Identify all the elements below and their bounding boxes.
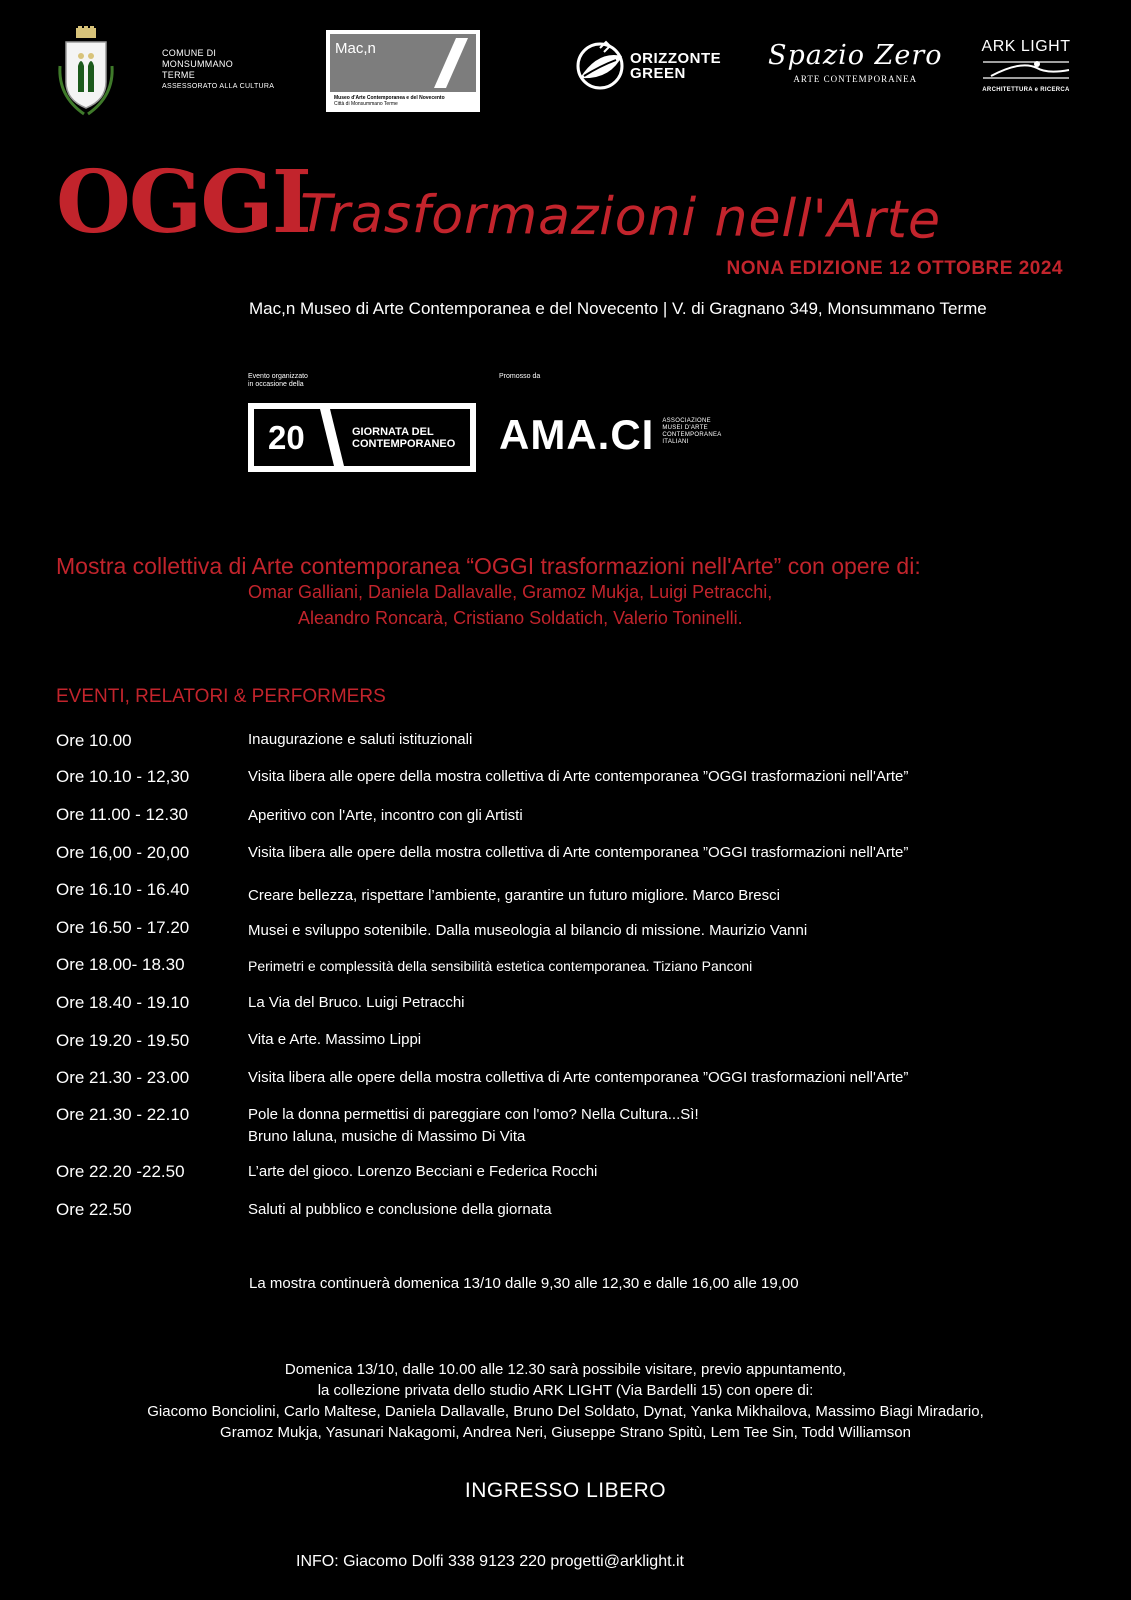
events-header: EVENTI, RELATORI & PERFORMERS [56,686,386,707]
event-time: Ore 18.40 - 19.10 [56,993,190,1012]
macn-logo [326,30,480,112]
amaci-sub-line: CONTEMPORANEA [662,432,722,438]
event-description: Visita libera alle opere della mostra collettiva di Arte contemporanea ”OGGI trasformazioni nell'Arte” [248,1069,909,1086]
event-time: Ore 18.00- 18.30 [56,955,185,974]
mostra-artists-line: Omar Galliani, Daniela Dallavalle, Gramoz Mukja, Luigi Petracchi, [248,582,773,602]
amaci-logo [499,411,722,458]
orizzonte-line: ORIZZONTE [630,50,722,67]
event-description: Aperitivo con l'Arte, incontro con gli Artisti [248,807,523,824]
ark-light-mark-icon [981,56,1071,80]
event-time: Ore 16.50 - 17.20 [56,918,190,937]
orizzonte-green-logo [570,40,721,92]
event-description: Perimetri e complessità della sensibilità estetica contemporanea. Tiziano Panconi [248,958,753,974]
main-title-oggi: OGGI [56,152,311,253]
event-description: La Via del Bruco. Luigi Petracchi [248,994,465,1011]
event-description: Saluti al pubblico e conclusione della giornata [248,1201,552,1218]
macn-logo-subtitle [330,95,476,107]
amaci-sub-line: ASSOCIAZIONE [662,418,711,424]
mostra-description: Mostra collettiva di Arte contemporanea “OGGI trasformazioni nell'Arte” con opere di: [56,553,921,579]
free-entry-notice: INGRESSO LIBERO [464,1479,667,1502]
macn-logo-panel [330,34,476,92]
event-description: Inaugurazione e saluti istituzionali [248,731,473,748]
organized-label-line: Evento organizzato [248,373,308,380]
event-time: Ore 19.20 - 19.50 [56,1031,190,1050]
mostra-artists-line: Aleandro Roncarà, Cristiano Soldatich, Valerio Toninelli. [298,608,743,628]
leaf-globe-icon [570,40,626,92]
event-description: Vita e Arte. Massimo Lippi [248,1031,422,1048]
giornata-text [352,426,455,450]
macn-sub-line: Città di Monsummano Terme [334,101,398,107]
sunday-visit-info [0,1359,1131,1443]
venue-address: Mac,n Museo di Arte Contemporanea e del Novecento | V. di Gragnano 349, Monsummano Terme [249,299,987,318]
comune-line: MONSUMMANO [162,59,233,69]
sunday-visit-line: Domenica 13/10, dalle 10.00 alle 12.30 sarà possibile visitare, previo appuntamento, [284,1361,847,1378]
event-time: Ore 11.00 - 12.30 [56,805,188,824]
event-description-continued: Bruno Ialuna, musiche di Massimo Di Vita [248,1128,526,1145]
event-time: Ore 21.30 - 23.00 [56,1068,190,1087]
ark-light-subtitle: ARCHITETTURA e RICERCA [982,87,1070,93]
event-description: Musei e sviluppo sotenibile. Dalla museologia al bilancio di missione. Maurizio Vanni [248,922,808,939]
event-time: Ore 22.50 [56,1200,132,1219]
event-description: Creare bellezza, rispettare l’ambiente, garantire un futuro migliore. Marco Bresci [248,887,780,904]
comune-line: ASSESSORATO ALLA CULTURA [162,83,275,90]
sunday-visit-line: Gramoz Mukja, Yasunari Nakagomi, Andrea Neri, Giuseppe Strano Spitù, Lem Tee Sin, Todd Williamson [220,1424,911,1441]
contact-info: INFO: Giacomo Dolfi 338 9123 220 progetti@arklight.it [296,1553,684,1570]
event-time: Ore 16.10 - 16.40 [56,880,190,899]
macn-logo-title: Mac,n [335,40,376,57]
organized-label [248,373,308,389]
event-description: Pole la donna permettisi di pareggiare con l'omo? Nella Cultura...Sì! [248,1106,699,1123]
comune-crest-logo [56,26,116,118]
ark-light-title: ARK LIGHT [981,38,1071,55]
giornata-line: GIORNATA DEL [352,425,434,438]
main-title-trasformazioni: Trasformazioni nell'Arte [299,184,942,251]
slash-icon [434,38,468,88]
giornata-line: CONTEMPORANEO [352,437,456,450]
event-time: Ore 16,00 - 20,00 [56,843,190,862]
spazio-zero-title: Spazio Zero [768,40,943,71]
event-time: Ore 21.30 - 22.10 [56,1105,190,1124]
crest-icon [56,26,116,118]
orizzonte-line: GREEN [630,65,686,82]
event-time: Ore 10.00 [56,731,132,750]
event-description: L’arte del gioco. Lorenzo Becciani e Federica Rocchi [248,1163,598,1180]
sunday-visit-line: la collezione privata dello studio ARK LIGHT (Via Bardelli 15) con opere di: [317,1382,814,1399]
orizzonte-green-name [630,51,721,81]
spazio-zero-logo [768,40,942,84]
event-time: Ore 10.10 - 12,30 [56,767,190,786]
promoted-label: Promosso da [499,373,541,380]
backslash-icon [320,409,344,466]
comune-line: COMUNE DI [162,48,217,58]
amaci-sub-line: ITALIANI [662,439,689,445]
comune-line: TERME [162,70,195,80]
ark-light-logo [980,38,1072,93]
event-description: Visita libera alle opere della mostra collettiva di Arte contemporanea ”OGGI trasformazioni nell'Arte” [248,844,909,861]
amaci-sub-line: MUSEI D'ARTE [662,425,708,431]
amaci-wordmark: AMA.CI [499,411,655,458]
sunday-visit-line: Giacomo Bonciolini, Carlo Maltese, Daniela Dallavalle, Bruno Del Soldato, Dynat, Yanka Mikhailova, Massimo Biagi Miradario, [147,1403,984,1420]
edition-date: NONA EDIZIONE 12 OTTOBRE 2024 [726,258,1063,279]
organized-label-line: in occasione della [248,381,304,388]
spazio-zero-subtitle: ARTE CONTEMPORANEA [793,74,918,84]
event-time: Ore 22.20 -22.50 [56,1162,185,1181]
giornata-contemporaneo-logo [248,403,476,472]
event-description: Visita libera alle opere della mostra collettiva di Arte contemporanea ”OGGI trasformazioni nell'Arte” [248,768,909,785]
comune-monsummano-label [162,48,274,92]
exhibition-continues-note: La mostra continuerà domenica 13/10 dalle 9,30 alle 12,30 e dalle 16,00 alle 19,00 [249,1275,799,1292]
giornata-number: 20 [268,418,305,456]
macn-sub-line: Museo d'Arte Contemporanea e del Novecento [334,95,445,101]
amaci-subtitle [662,418,721,446]
